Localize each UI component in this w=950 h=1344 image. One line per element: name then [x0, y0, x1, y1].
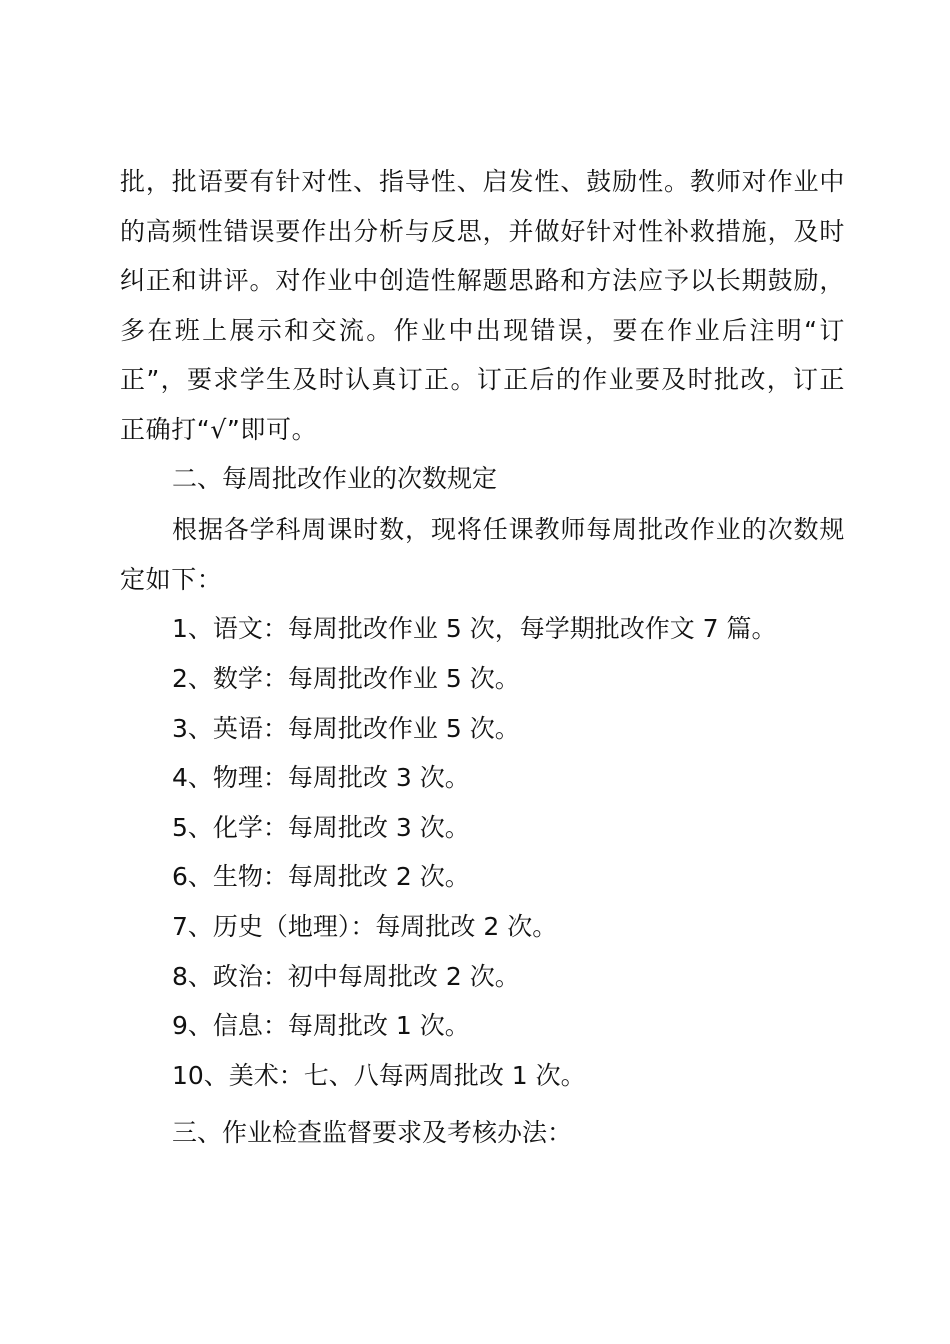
rule-history-geography: 7、历史（地理）：每周批改 2 次。 — [172, 912, 558, 941]
rule-chemistry: 5、化学：每周批改 3 次。 — [172, 813, 470, 842]
rule-politics: 8、政治：初中每周批改 2 次。 — [172, 962, 520, 991]
section-3-heading: 三、作业检查监督要求及考核办法： — [172, 1118, 573, 1147]
section-2-heading: 二、每周批改作业的次数规定 — [172, 464, 498, 493]
rule-art: 10、美术：七、八每两周批改 1 次。 — [172, 1061, 586, 1090]
opening-paragraph: 批，批语要有针对性、指导性、启发性、鼓励性。教师对作业中的高频性错误要作出分析与反思，并做好针对性补救措施，及时纠正和讲评。对作业中创造性解题思路和方法应予以长期鼓励，多在班上展示和交流。作业中出现错误，要在作业后注明“订正”，要求学生及时认真订正。订正后的作业要及时批改，订正正确打“√”即可。 — [120, 167, 845, 444]
rule-physics: 4、物理：每周批改 3 次。 — [172, 763, 470, 792]
rule-biology: 6、生物：每周批改 2 次。 — [172, 862, 470, 891]
section-2-intro: 根据各学科周课时数，现将任课教师每周批改作业的次数规定如下： — [120, 515, 845, 594]
rule-english: 3、英语：每周批改作业 5 次。 — [172, 714, 520, 743]
rule-information: 9、信息：每周批改 1 次。 — [172, 1011, 470, 1040]
rule-chinese: 1、语文：每周批改作业 5 次，每学期批改作文 7 篇。 — [172, 614, 777, 643]
rule-math: 2、数学：每周批改作业 5 次。 — [172, 664, 520, 693]
